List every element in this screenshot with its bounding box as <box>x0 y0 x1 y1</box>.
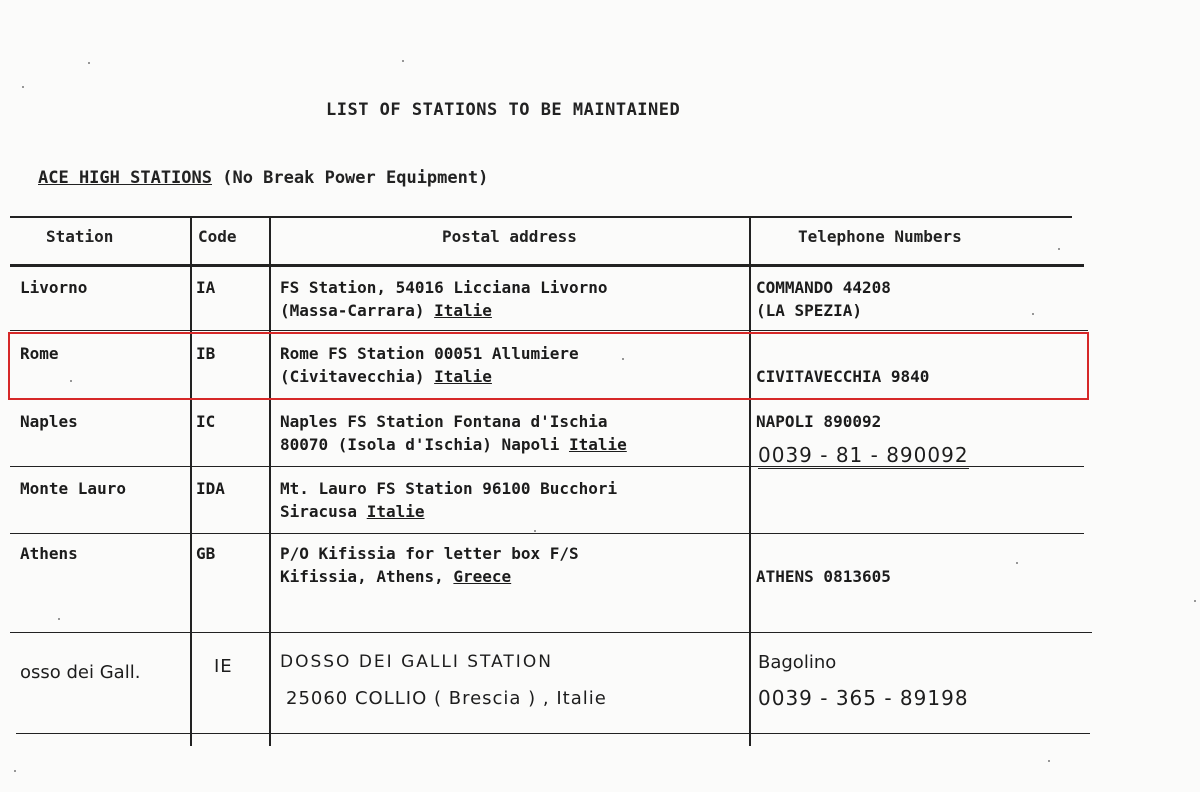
country-label: Italie <box>568 435 627 454</box>
handwritten-phone-line-1: Bagolino <box>758 652 837 673</box>
code-cell: IC <box>196 412 216 431</box>
column-divider <box>749 218 751 746</box>
address-line-2: (Civitavecchia) Italie <box>280 367 492 386</box>
country-label: Italie <box>434 367 492 386</box>
station-cell: Livorno <box>20 278 88 297</box>
handwritten-address-line-1: DOSSO DEI GALLI STATION <box>280 652 553 672</box>
address-line-1: Rome FS Station 00051 Allumiere <box>280 344 579 363</box>
table-top-border <box>10 216 1072 218</box>
code-cell: IA <box>196 278 216 297</box>
handwritten-phone-line-2: 0039 - 365 - 89198 <box>758 686 969 710</box>
table-bottom-border <box>16 733 1090 734</box>
phone-line-1: NAPOLI 890092 <box>756 412 882 431</box>
column-divider <box>269 218 271 746</box>
phone-cell <box>756 542 891 588</box>
highlight-box <box>8 332 1089 400</box>
phone-line-2: CIVITAVECCHIA 9840 <box>756 367 930 386</box>
address-line-2: 80070 (Isola d'Ischia) Napoli Italie <box>280 435 627 454</box>
subtitle-label: ACE HIGH STATIONS <box>38 168 212 188</box>
header-postal-address: Postal address <box>442 227 577 246</box>
address-line-2: Siracusa Italie <box>280 502 425 521</box>
station-cell: Rome <box>20 344 59 363</box>
country-label: Greece <box>453 567 512 586</box>
code-cell: GB <box>196 544 216 563</box>
row-divider <box>10 533 1084 534</box>
address-cell <box>280 542 579 588</box>
phone-line-2: ATHENS 0813605 <box>756 567 891 586</box>
subtitle-detail: (No Break Power Equipment) <box>212 168 489 188</box>
address-line-1: FS Station, 54016 Licciana Livorno <box>280 278 608 297</box>
handwritten-phone: 0039 - 81 - 890092 <box>758 443 969 467</box>
header-bottom-border <box>10 264 1084 267</box>
address-cell <box>280 276 608 322</box>
address-line-1: Mt. Lauro FS Station 96100 Bucchori <box>280 479 618 498</box>
station-cell: Athens <box>20 544 78 563</box>
header-telephone-numbers: Telephone Numbers <box>798 227 962 246</box>
phone-line-1 <box>756 542 891 565</box>
header-code: Code <box>198 227 237 246</box>
header-station: Station <box>46 227 114 246</box>
handwritten-station: osso dei Gall. <box>20 662 141 683</box>
address-line-1: P/O Kifissia for letter box F/S <box>280 544 579 563</box>
address-line-2: Kifissia, Athens, Greece <box>280 567 512 586</box>
phone-line-2: (LA SPEZIA) <box>756 301 862 320</box>
handwritten-code: IE <box>214 656 233 677</box>
code-cell: IB <box>196 344 216 363</box>
address-cell <box>280 477 617 523</box>
code-cell: IDA <box>196 479 225 498</box>
station-cell: Naples <box>20 412 78 431</box>
section-subtitle <box>38 168 488 188</box>
station-cell: Monte Lauro <box>20 479 126 498</box>
address-line-1: Naples FS Station Fontana d'Ischia <box>280 412 608 431</box>
address-cell <box>280 410 627 456</box>
handwritten-address-line-2: 25060 COLLIO ( Brescia ) , Italie <box>286 688 607 709</box>
row-divider <box>10 632 1092 633</box>
country-label: Italie <box>366 502 425 521</box>
row-divider <box>10 330 1088 331</box>
address-line-2: (Massa-Carrara) Italie <box>280 301 492 320</box>
document-title: LIST OF STATIONS TO BE MAINTAINED <box>326 100 681 120</box>
country-label: Italie <box>434 301 492 320</box>
phone-cell <box>756 276 891 322</box>
column-divider <box>190 218 192 746</box>
phone-line-1: COMMANDO 44208 <box>756 278 891 297</box>
